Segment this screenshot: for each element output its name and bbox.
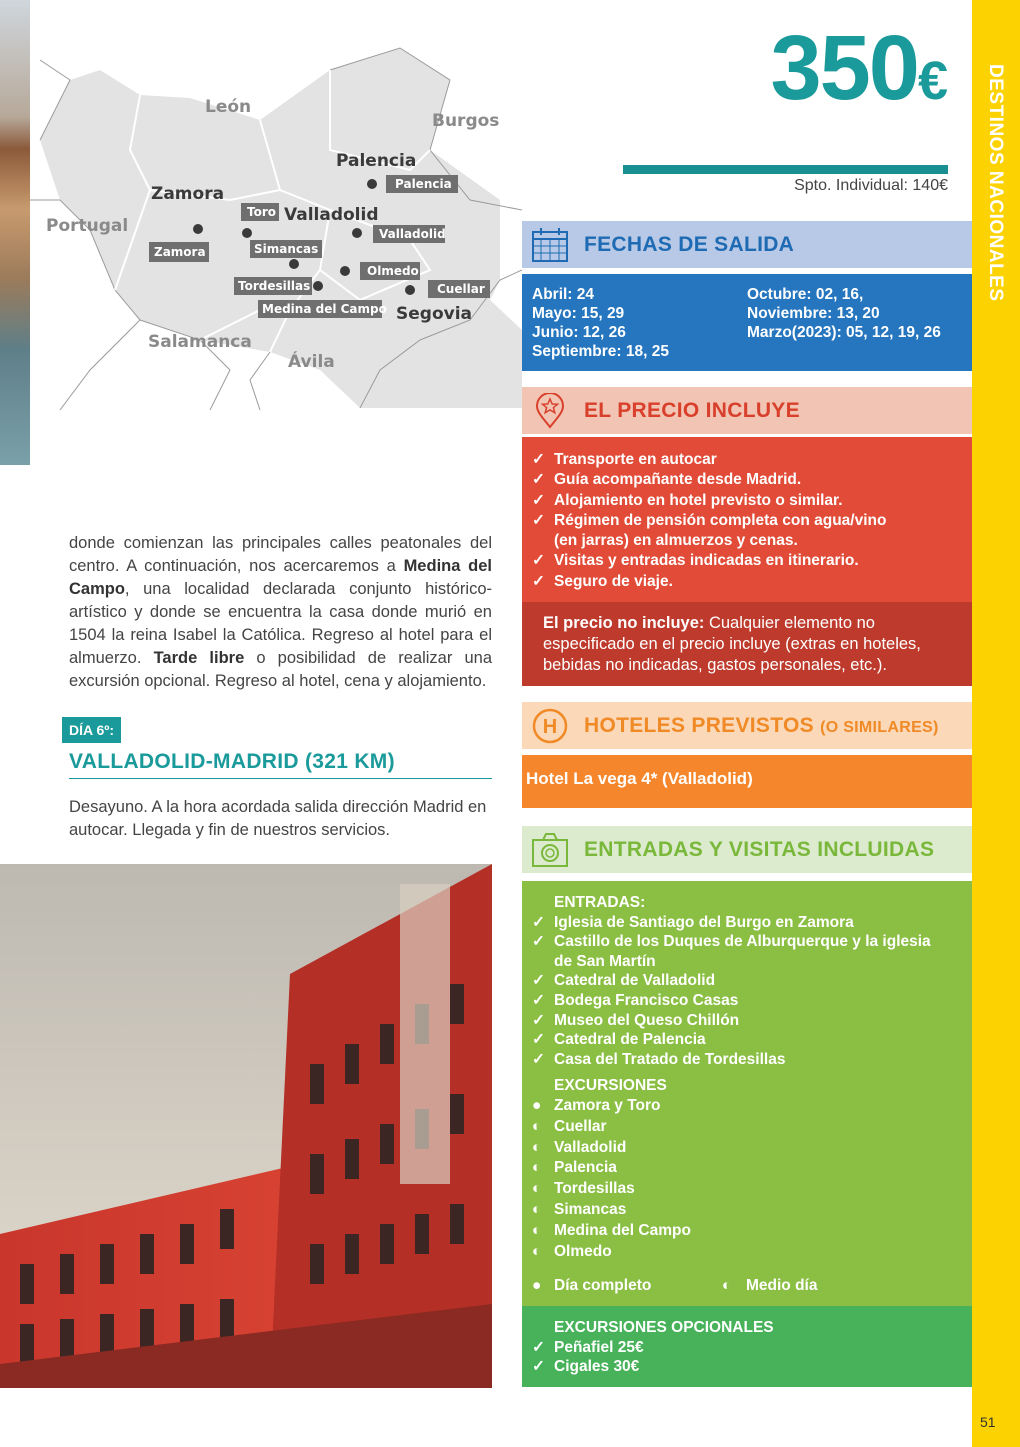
- check-icon: ✓: [532, 552, 545, 570]
- hotels-title: HOTELES PREVISTOS (O SIMILARES): [584, 713, 939, 737]
- map-tag-medina-del-campo: [258, 300, 387, 318]
- tickets-label: ENTRADAS:: [554, 894, 646, 911]
- price-includes-header: [522, 387, 972, 434]
- map-tag-toro: [241, 203, 279, 221]
- svg-text:Cuellar: Cuellar: [437, 282, 485, 296]
- optional-excursions: [522, 1306, 972, 1387]
- date-line: Septiembre: 18, 25: [532, 343, 669, 360]
- list-item-continuation: de San Martín: [554, 952, 656, 970]
- map-tag-valladolid: [373, 225, 446, 243]
- svg-text:Zamora: Zamora: [154, 245, 206, 259]
- map-province-portugal: Portugal: [46, 216, 129, 236]
- list-item: ◐ Medina del Campo: [532, 1221, 962, 1242]
- hotel-icon: [530, 706, 570, 746]
- half-day-icon: ◐: [532, 1159, 542, 1177]
- check-icon: ✓: [532, 491, 545, 509]
- map-province-avila: Ávila: [288, 352, 335, 372]
- list-item: ✓ Catedral de Valladolid: [532, 972, 716, 990]
- check-icon: ✓: [532, 913, 545, 931]
- section-band-title: DESTINOS NACIONALES: [985, 64, 1006, 302]
- plaza-mayor-photo: [0, 864, 492, 1388]
- full-day-icon: ●: [532, 1096, 542, 1114]
- list-item: ✓ Catedral de Palencia: [532, 1031, 706, 1049]
- price: [770, 17, 948, 119]
- map-city-valladolid: Valladolid: [284, 205, 379, 225]
- svg-text:Toro: Toro: [247, 205, 276, 219]
- map-province-salamanca: Salamanca: [148, 332, 252, 352]
- half-day-icon: ◐: [532, 1242, 542, 1260]
- check-icon: ✓: [532, 991, 545, 1009]
- list-item: ✓ Régimen de pensión completa con agua/vino: [532, 511, 962, 531]
- svg-text:Simancas: Simancas: [254, 242, 319, 256]
- castle-photo-strip: [0, 0, 30, 465]
- check-icon: ✓: [532, 1031, 545, 1049]
- tickets-visits-title: ENTRADAS Y VISITAS INCLUIDAS: [584, 837, 935, 861]
- camera-icon: [530, 830, 570, 870]
- svg-text:Medina del Campo: Medina del Campo: [262, 302, 387, 316]
- list-item: ◐ Simancas: [532, 1200, 962, 1221]
- excursion-legend: [532, 1276, 962, 1296]
- list-item: ✓ Guía acompañante desde Madrid.: [532, 470, 962, 490]
- check-icon: ✓: [532, 933, 545, 951]
- price-excludes-note: [522, 602, 972, 686]
- list-item: ✓ Alojamiento en hotel previsto o similar.: [532, 491, 962, 511]
- list-item: ✓ Castillo de los Duques de Alburquerque y la iglesia: [532, 933, 931, 951]
- excursions-label: EXCURSIONES: [554, 1077, 667, 1095]
- check-icon: ✓: [532, 1338, 545, 1356]
- map-tag-cuellar: [428, 280, 490, 298]
- half-day-icon: ◐: [532, 1200, 542, 1218]
- list-item: ✓ Peñafiel 25€: [532, 1338, 644, 1356]
- date-line: Marzo(2023): 05, 12, 19, 26: [747, 324, 941, 341]
- check-icon: ✓: [532, 572, 545, 590]
- list-item: ◐ Palencia: [532, 1158, 962, 1179]
- list-item: ◐ Valladolid: [532, 1138, 962, 1159]
- map-tag-palencia: [386, 175, 458, 193]
- date-line: Junio: 12, 26: [532, 324, 626, 341]
- map-tag-olmedo: [360, 262, 420, 280]
- day-description: Desayuno. A la hora acordada salida dirección Madrid en autocar. Llegada y fin de nuestros servicios.: [69, 798, 487, 839]
- list-item: ✓ Casa del Tratado de Tordesillas: [532, 1050, 786, 1068]
- legend-full-day: ● Día completo: [532, 1277, 652, 1295]
- price-includes-list: [522, 437, 972, 602]
- svg-text:Olmedo: Olmedo: [367, 264, 419, 278]
- price-includes-title: EL PRECIO INCLUYE: [584, 398, 800, 422]
- check-icon: ✓: [532, 1358, 545, 1376]
- half-day-icon: ◐: [722, 1277, 732, 1295]
- full-day-icon: ●: [532, 1277, 542, 1295]
- half-day-icon: ◐: [532, 1221, 542, 1239]
- tickets-visits-header: [522, 826, 972, 873]
- price-underline: [623, 165, 948, 174]
- optional-excursions-label: EXCURSIONES OPCIONALES: [554, 1319, 774, 1336]
- map-province-leon: León: [205, 97, 252, 117]
- map-province-burgos: Burgos: [432, 111, 500, 131]
- check-icon: ✓: [532, 451, 545, 468]
- date-line: Octubre: 02, 16,: [747, 286, 864, 303]
- map-tag-simancas: [250, 240, 322, 258]
- dates-column-1: [532, 285, 747, 360]
- check-icon: ✓: [532, 471, 545, 489]
- route-map: [30, 40, 522, 410]
- list-item: ✓ Seguro de viaje.: [532, 572, 962, 592]
- check-icon: ✓: [532, 1011, 545, 1029]
- map-tag-zamora: [149, 242, 209, 262]
- check-icon: ✓: [532, 1050, 545, 1068]
- map-city-palencia: Palencia: [336, 151, 417, 171]
- list-item: ✓ Transporte en autocar: [532, 450, 962, 470]
- price-excludes-label: El precio no incluye:: [543, 614, 705, 632]
- map-city-segovia: Segovia: [396, 304, 473, 324]
- half-day-icon: ◐: [532, 1138, 542, 1156]
- list-item: ✓ Bodega Francisco Casas: [532, 991, 739, 1009]
- date-line: Noviembre: 13, 20: [747, 305, 880, 322]
- list-item: ✓ Iglesia de Santiago del Burgo en Zamora: [532, 913, 854, 931]
- date-line: Abril: 24: [532, 286, 595, 303]
- hotel-name: Hotel La vega 4* (Valladolid): [522, 755, 972, 808]
- svg-text:Tordesillas: Tordesillas: [238, 279, 311, 293]
- itinerary-paragraph: donde comienzan las principales calles peatonales del centro. A continuación, nos acercaremos a Medina del Campo, una localidad declarada conjunto histórico-artístico y donde se encuentra la casa donde murió en 1504 la reina Isabel la Católica. Regreso al hotel para el almuerzo. Tarde libre o posibilidad de realizar una excursión opcional. Regreso al hotel, cena y alojamiento.: [69, 534, 493, 690]
- price-amount: 350: [770, 17, 918, 119]
- list-item: ● Zamora y Toro: [532, 1096, 962, 1117]
- dates-column-2: [747, 285, 962, 360]
- svg-text:H: H: [542, 715, 558, 738]
- single-supplement: Spto. Individual: 140€: [794, 177, 948, 194]
- page-number: 51: [980, 1414, 996, 1430]
- list-item: ◐ Olmedo: [532, 1242, 962, 1263]
- list-item: ✓ Visitas y entradas indicadas en itinerario.: [532, 551, 962, 571]
- half-day-icon: ◐: [532, 1180, 542, 1198]
- list-item: ✓ Museo del Queso Chillón: [532, 1011, 740, 1029]
- legend-half-day: ◐ Medio día: [722, 1277, 818, 1295]
- excursions-list: [532, 1096, 962, 1262]
- departure-dates-header: [522, 221, 972, 268]
- map-tag-tordesillas: [234, 277, 312, 295]
- day-tag: DÍA 6º:: [62, 717, 121, 743]
- check-icon: ✓: [532, 511, 545, 529]
- svg-text:Palencia: Palencia: [395, 177, 452, 191]
- star-pin-icon: [530, 391, 570, 431]
- price-excludes-text: Cualquier elemento no especificado en el precio incluye (extras en hoteles, bebidas no indicadas, gastos personales, etc.).: [543, 614, 921, 674]
- list-item: ✓ Cigales 30€: [532, 1358, 640, 1376]
- svg-text:Valladolid: Valladolid: [379, 227, 446, 241]
- check-icon: ✓: [532, 972, 545, 990]
- price-currency: €: [917, 51, 948, 111]
- departure-dates-title: FECHAS DE SALIDA: [584, 232, 795, 256]
- hotels-header: [522, 702, 972, 749]
- date-line: Mayo: 15, 29: [532, 305, 625, 322]
- calendar-icon: [530, 225, 570, 265]
- list-item: ◐ Cuellar: [532, 1117, 962, 1138]
- day-title: VALLADOLID-MADRID (321 KM): [69, 750, 492, 779]
- hotels-title-note: (O SIMILARES): [820, 718, 939, 736]
- list-item: ◐ Tordesillas: [532, 1179, 962, 1200]
- list-item-continuation: (en jarras) en almuerzos y cenas.: [554, 532, 798, 550]
- departure-dates-body: [522, 274, 972, 371]
- half-day-icon: ◐: [532, 1117, 542, 1135]
- tickets-visits-body: [522, 881, 972, 1306]
- map-city-zamora: Zamora: [151, 184, 225, 204]
